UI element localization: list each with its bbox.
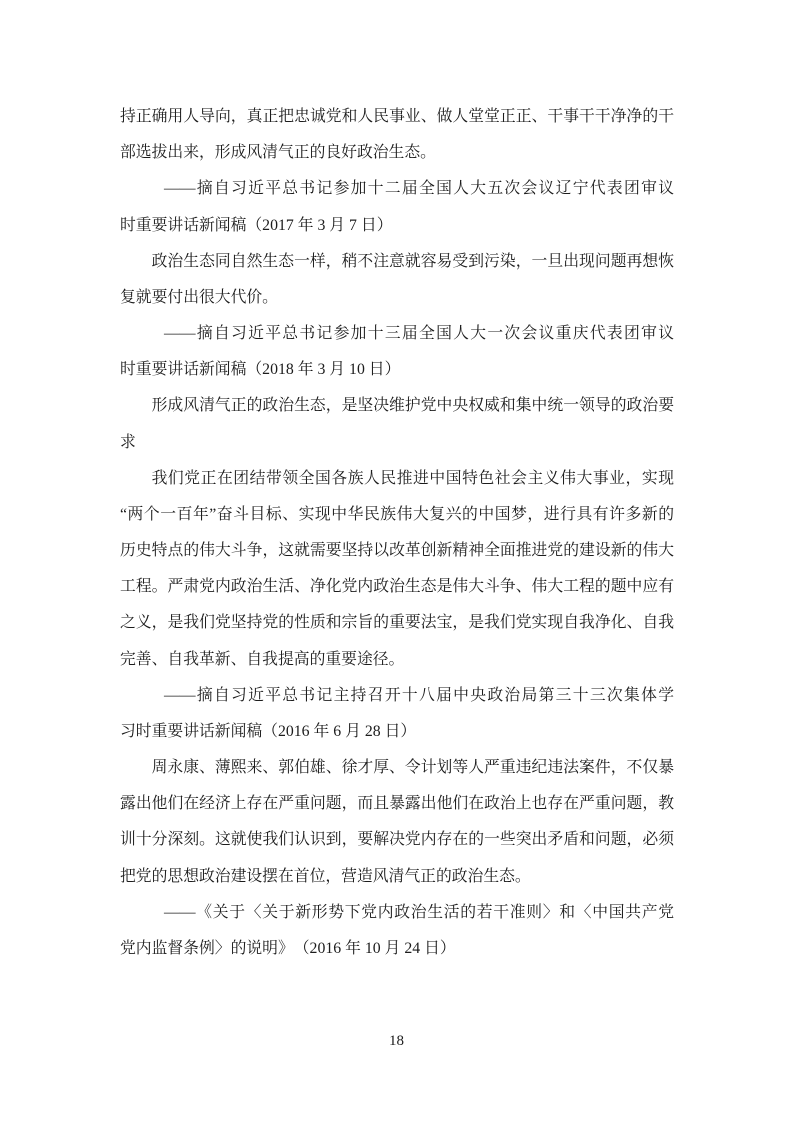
page-number: 18	[389, 1033, 404, 1049]
text-line: 习时重要讲话新闻稿（2016 年 6 月 28 日）	[120, 722, 417, 740]
paragraph-body-2	[120, 461, 674, 678]
text-line: ——摘自习近平总书记主持召开十八届中央政治局第三十三次集体学	[164, 686, 674, 704]
text-line: 求	[120, 433, 136, 451]
paragraph-section-lead	[120, 388, 674, 460]
paragraph-body-1	[120, 244, 674, 316]
text-line: 完善、自我革新、自我提高的重要途径。	[120, 650, 405, 668]
paragraph-attribution-1	[120, 171, 674, 243]
paragraph-attribution-2	[120, 316, 674, 388]
text-line: 持正确用人导向，真正把忠诚党和人民事业、做人堂堂正正、干事干干净净的干	[120, 108, 674, 125]
text-line: 政治生态同自然生态一样，稍不注意就容易受到污染，一旦出现问题再想恢	[151, 252, 674, 270]
text-line: 露出他们在经济上存在严重问题，而且暴露出他们在政治上也存在严重问题，教	[120, 795, 674, 813]
text-line: 复就要付出很大代价。	[120, 288, 278, 306]
text-line: ——摘自习近平总书记参加十三届全国人大一次会议重庆代表团审议	[164, 325, 674, 343]
text-line: ——《关于〈关于新形势下党内政治生活的若干准则〉和〈中国共产党	[164, 903, 674, 921]
text-block	[120, 99, 674, 967]
text-line: 形成风清气正的政治生态，是坚决维护党中央权威和集中统一领导的政治要	[151, 397, 674, 415]
text-line: 时重要讲话新闻稿（2018 年 3 月 10 日）	[120, 361, 401, 379]
text-line: 之义，是我们党坚持党的性质和宗旨的重要法宝，是我们党实现自我净化、自我	[120, 614, 674, 632]
text-line: “两个一百年”奋斗目标、实现中华民族伟大复兴的中国梦，进行具有许多新的	[120, 505, 674, 523]
text-line: 部选拔出来，形成风清气正的良好政治生态。	[120, 144, 436, 162]
text-line: 训十分深刻。这就使我们认识到，要解决党内存在的一些突出矛盾和问题，必须	[120, 831, 674, 849]
paragraph-attribution-4	[120, 895, 674, 967]
paragraph-attribution-3	[120, 678, 674, 750]
paragraph-body-3	[120, 750, 674, 895]
text-line: 党内监督条例〉的说明》 （2016 年 10 月 24 日）	[120, 939, 456, 957]
text-line: 我们党正在团结带领全国各族人民推进中国特色社会主义伟大事业，实现	[151, 469, 674, 487]
text-line: 工程。严肃党内政治生活、净化党内政治生态是伟大斗争、伟大工程的题中应有	[120, 578, 674, 596]
text-line: 把党的思想政治建设摆在首位，营造风清气正的政治生态。	[120, 867, 531, 885]
paragraph-body-continuation	[120, 99, 674, 171]
text-line: 历史特点的伟大斗争，这就需要坚持以改革创新精神全面推进党的建设新的伟大	[120, 542, 674, 560]
text-line: ——摘自习近平总书记参加十二届全国人大五次会议辽宁代表团审议	[164, 180, 674, 198]
text-line: 周永康、薄熙来、郭伯雄、徐才厚、令计划等人严重违纪违法案件，不仅暴	[151, 759, 674, 777]
text-line: 时重要讲话新闻稿（2017 年 3 月 7 日）	[120, 216, 393, 234]
